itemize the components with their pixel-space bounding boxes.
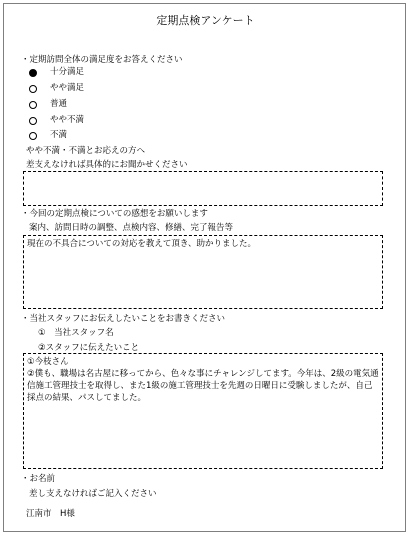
q3-answer-box[interactable] [23,353,383,469]
q4-hint: 差し支えなければご記入ください [29,489,157,499]
radio-option-4[interactable] [29,117,37,125]
q3-question: ・当社スタッフにお伝えしたいことをお書きください [21,314,226,324]
q3-answer-line2: ②僕も、職場は名古屋に移ってから、色々な事にチャレンジしてます。今年は、2級の電気通信施工管理技士を取得し、また1級の施工管理技士を先週の日曜日に受験しましたが、自己採点の結果、パスしてました。 [27,369,379,403]
option-label-1: 十分満足 [50,67,85,77]
option-label-4: やや不満 [50,115,85,125]
q4-name-answer: 江南市 H様 [26,509,75,519]
q1-answer-box[interactable] [23,171,383,206]
radio-option-5[interactable] [29,132,37,140]
q3-item-message: ②スタッフに伝えたいこと [38,343,140,353]
q1-question: ・定期訪問全体の満足度をお答えください [21,55,183,65]
q2-hint: 案内、訪問日時の調整、点検内容、修繕、完了報告等 [29,223,234,233]
q3-item-staff-name: ① 当社スタッフ名 [38,328,114,338]
q3-answer-line1: ①今枝さん [27,357,69,367]
q1-followup-line2: 差支えなければ具体的にお聞かせください [26,160,188,170]
q1-followup-line1: やや不満・不満とお応えの方へ [26,146,146,156]
q2-answer-box[interactable] [23,235,383,309]
q2-answer-text: 現在の不具合についての対応を教えて頂き、助かりました。 [27,239,256,249]
radio-option-1[interactable] [29,69,37,77]
q4-question: ・お名前 [21,474,56,484]
radio-option-2[interactable] [29,85,37,93]
option-label-5: 不満 [50,130,68,140]
option-label-3: 普通 [50,99,68,109]
radio-option-3[interactable] [29,101,37,109]
option-label-2: やや満足 [50,83,85,93]
form-title: 定期点検アンケート [156,14,255,27]
q2-question: ・今回の定期点検についての感想をお願いします [21,209,208,219]
